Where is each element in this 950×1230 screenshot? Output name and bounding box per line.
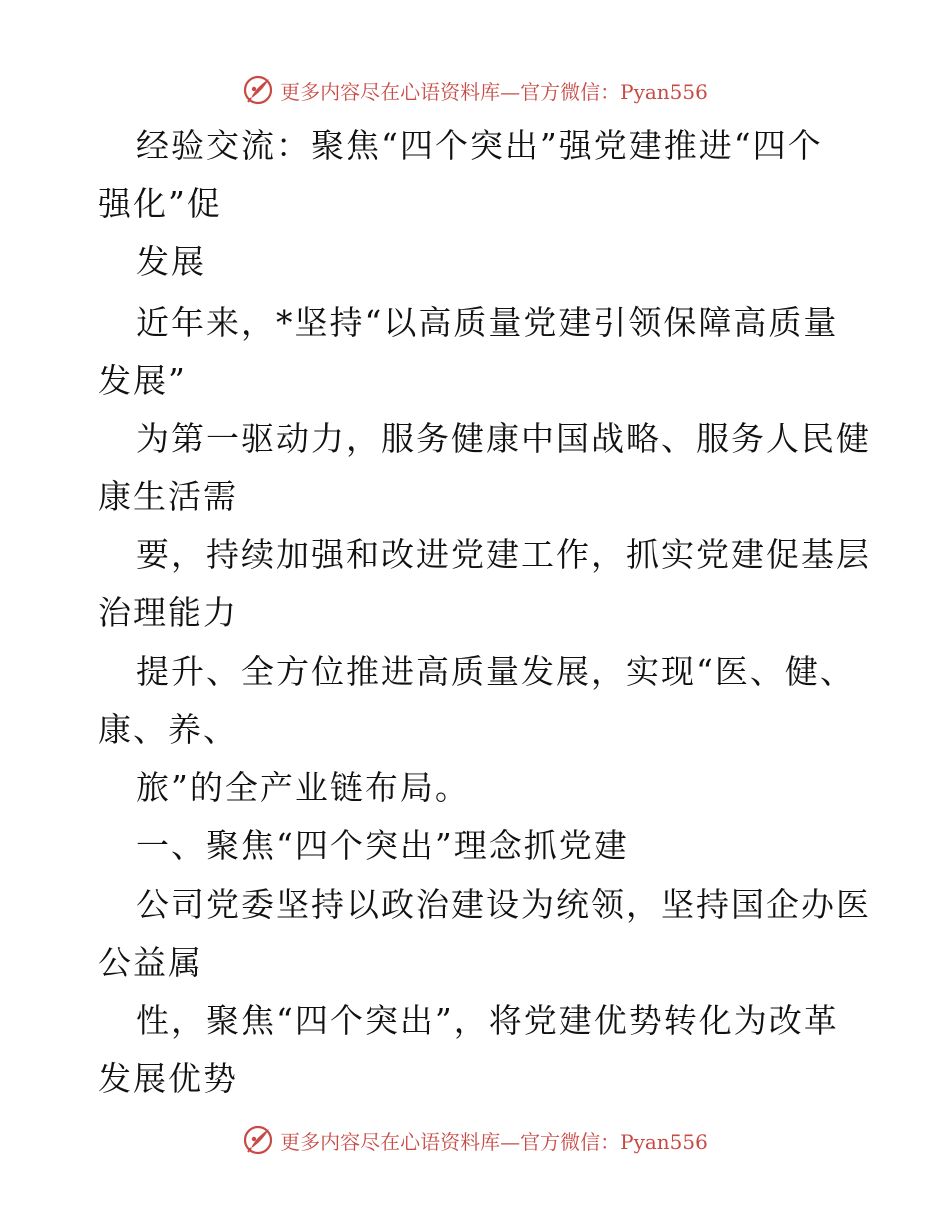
section-heading: 一、聚焦“四个突出”理念抓党建 [136,826,629,865]
quill-pen-logo-icon [242,74,274,106]
paragraph-line: 康、养、 [98,710,238,749]
paragraph-line: 公司党委坚持以政治建设为统领，坚持国企办医 [136,885,871,924]
paragraph-line: 发展优势 [98,1059,238,1098]
paragraph-line: 提升、全方位推进高质量发展，实现“医、健、 [136,652,855,691]
title-line: 经验交流：聚焦“四个突出”强党建推进“四个 [136,126,823,165]
paragraph-line: 为第一驱动力，服务健康中国战略、服务人民健 [136,419,871,458]
paragraph-line: 发展” [98,361,187,400]
paragraph-line: 治理能力 [98,593,238,632]
paragraph-line: 要，持续加强和改进党建工作，抓实党建促基层 [136,535,871,574]
footer-banner-text: 更多内容尽在心语资料库—官方微信：Pyan556 [280,1129,708,1154]
paragraph-line: 公益属 [98,943,203,982]
title-line-continued: 发展 [136,242,206,281]
header-banner-text: 更多内容尽在心语资料库—官方微信：Pyan556 [280,79,708,104]
paragraph-line: 旅”的全产业链布局。 [136,768,470,807]
quill-pen-logo-icon [242,1124,274,1156]
header-banner [0,70,950,110]
paragraph-line: 近年来，*坚持“以高质量党建引领保障高质量 [136,303,839,342]
paragraph-line: 性，聚焦“四个突出”，将党建优势转化为改革 [136,1001,839,1040]
paragraph-line: 康生活需 [98,477,238,516]
footer-banner [0,1120,950,1160]
title-line-continued: 强化”促 [98,184,222,223]
